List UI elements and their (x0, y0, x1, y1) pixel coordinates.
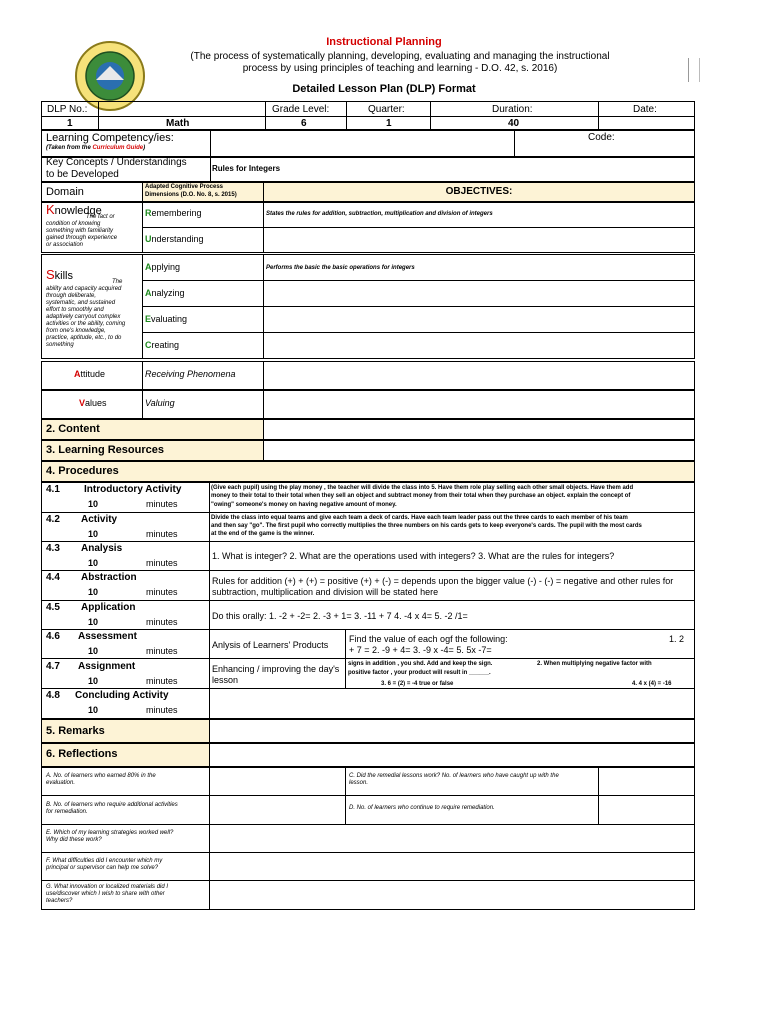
proc-4-7-right-3b: 4. 4 x (4) = -16 (632, 681, 672, 687)
proc-4-3-unit: minutes (146, 558, 178, 568)
key-concepts-label-1: Key Concepts / Understandings (46, 157, 187, 168)
key-concepts-value: Rules for Integers (212, 164, 281, 173)
remembering-label (145, 208, 202, 218)
reflection-g-2: use/discover which I wish to share with other (46, 891, 165, 897)
reflection-f-1: F. What difficulties did I encounter which my (46, 858, 163, 864)
proc-4-2-text-1: Divide the class into equal teams and give each team a deck of cards. Have each team leader pass out the three cards to each member of his team (211, 515, 628, 521)
knowledge-rest: nowledge (54, 205, 102, 217)
reflection-c-2: lesson. (349, 780, 369, 786)
proc-4-7-mins: 10 (88, 676, 99, 686)
proc-4-4-mins: 10 (88, 587, 99, 597)
skills-initial: S (46, 267, 55, 282)
knowledge-desc-1: The fact or (86, 214, 115, 220)
attitude-label (74, 369, 105, 379)
knowledge-desc-2: condition of knowing (46, 221, 101, 227)
code-label: Code: (588, 132, 615, 143)
skills-desc-6: adaptively carryout complex (46, 314, 121, 320)
proc-4-4-text-1: Rules for addition (+) + (+) = positive (+) + (-) = depends upon the bigger value (-) - (-) = negative and other rules for (212, 576, 674, 586)
proc-4-3-name: Analysis (81, 543, 123, 554)
proc-4-7-left-1: Enhancing / improving the day's (212, 664, 340, 674)
proc-4-3-mins: 10 (88, 558, 99, 568)
reflection-b-2: for remediation. (46, 809, 88, 815)
grade-label: Grade Level: (272, 104, 330, 115)
adapted-label-1: Adapted Cognitive Process (145, 184, 224, 190)
skills-desc-7: activities or the ability, coming (46, 321, 126, 327)
proc-4-2-name: Activity (81, 514, 118, 525)
reflection-d-1: D. No. of learners who continue to require remediation. (349, 805, 495, 811)
domain-label: Domain (46, 186, 84, 198)
creating-initial: C (145, 340, 152, 350)
skills-desc-1: The (112, 279, 123, 285)
analyzing-label (145, 288, 185, 298)
proc-4-6-right-1b: 1. 2 (669, 634, 685, 644)
reflection-a-1: A. No. of learners who earned 80% in the (46, 773, 156, 779)
reflection-e-2: Why did these work? (46, 837, 102, 843)
evaluating-rest: valuating (151, 314, 188, 324)
proc-4-6-name: Assessment (78, 631, 137, 642)
objectives-label: OBJECTIVES: (445, 186, 513, 197)
competency-label: Learning Competency/ies: (46, 132, 174, 144)
header-title: Instructional Planning (326, 36, 442, 48)
proc-4-6-unit: minutes (146, 646, 178, 656)
skills-rest: kills (54, 270, 74, 282)
proc-4-2-text-2: and then say "go". The first pupil who correctly multiplies the three numbers on his cards gets to keep everyone's cards. The pupil with the most cards (211, 523, 642, 529)
duration-value: 40 (508, 118, 520, 129)
proc-4-3-text: 1. What is integer? 2. What are the operations used with integers? 3. What are the rules for integers? (212, 551, 615, 561)
proc-4-6-num: 4.6 (46, 631, 60, 642)
proc-4-7-right-1: signs in addition , you shd. Add and keep the sign. (348, 661, 493, 667)
proc-4-5-name: Application (81, 602, 136, 613)
proc-4-1-text-3: "owing" someone's money on having negative amount of money. (211, 502, 397, 508)
subject-value: Math (166, 118, 190, 129)
proc-4-1-unit: minutes (146, 499, 178, 509)
proc-4-7-right-2: positive factor , your product will result in ______. (348, 670, 491, 676)
header-subtitle-1: (The process of systematically planning, developing, evaluating and managing the instructional (190, 51, 610, 62)
proc-4-7-right-3: 3. 6 = (2) = -4 true or false (381, 681, 454, 687)
applying-initial: A (145, 262, 152, 272)
proc-4-3-num: 4.3 (46, 543, 60, 554)
reflections-heading: 6. Reflections (46, 748, 118, 760)
proc-4-2-unit: minutes (146, 529, 178, 539)
reflection-f-2: principal or supervisor can help me solve? (46, 865, 159, 871)
proc-4-1-text-2: money to their total to their total when they sell an object and subtract money from their total when they purchase an object. explain the concept of (211, 493, 631, 499)
creating-rest: reating (151, 340, 180, 350)
attitude-process: Receiving Phenomena (145, 369, 236, 379)
knowledge-desc-4: gained through experience (46, 235, 118, 241)
proc-4-8-num: 4.8 (46, 690, 60, 701)
key-concepts-label-2: to be Developed (46, 169, 119, 180)
competency-note-prefix: (Taken from the (46, 145, 93, 151)
remarks-heading: 5. Remarks (46, 725, 105, 737)
understanding-initial: U (145, 234, 152, 244)
proc-4-5-mins: 10 (88, 617, 99, 627)
skills-desc-8: from one's knowledge, (46, 328, 106, 334)
proc-4-8-name: Concluding Activity (75, 690, 169, 701)
content-heading: 2. Content (46, 423, 100, 435)
duration-label: Duration: (492, 104, 533, 115)
proc-4-4-text-2: subtraction, multiplication and division will be stated here (212, 587, 439, 597)
proc-4-6-left: Anlysis of Learners' Products (212, 640, 329, 650)
attitude-initial: A (74, 369, 81, 379)
evaluating-initial: E (145, 314, 152, 324)
values-initial: V (79, 398, 86, 408)
remembering-initial: R (145, 208, 152, 218)
attitude-rest: ttitude (80, 369, 106, 379)
proc-4-7-num: 4.7 (46, 661, 60, 672)
proc-4-5-unit: minutes (146, 617, 178, 627)
remembering-rest: emembering (151, 208, 202, 218)
evaluating-label (145, 314, 187, 324)
skills-desc-3: through deliberate, (46, 293, 97, 299)
reflection-g-3: teachers? (46, 898, 73, 904)
reflection-a-2: evaluation. (46, 780, 76, 786)
understanding-rest: nderstanding (151, 234, 204, 244)
competency-note (46, 145, 145, 151)
proc-4-1-text-1: (Give each pupil) using the play money , the teacher will divide the class into 5. Have them role play selling each other small objects. Have them add (211, 485, 634, 491)
proc-4-1-num: 4.1 (46, 484, 60, 495)
proc-4-2-mins: 10 (88, 529, 99, 539)
quarter-value: 1 (386, 118, 392, 129)
doc-title: Detailed Lesson Plan (DLP) Format (292, 83, 476, 95)
proc-4-8-unit: minutes (146, 705, 178, 715)
date-label: Date: (633, 104, 657, 115)
grade-value: 6 (301, 118, 307, 129)
skills-desc-2: ability and capacity acquired (46, 286, 122, 292)
skills-desc-10: something (46, 342, 74, 348)
skills-desc-4: systematic, and sustained (46, 300, 116, 306)
analyzing-rest: nalyzing (151, 288, 185, 298)
skills-label (46, 267, 73, 282)
dlp-no-value: 1 (67, 118, 73, 129)
values-label (79, 398, 107, 408)
competency-note-suffix: ) (143, 145, 146, 151)
understanding-label (145, 234, 204, 244)
proc-4-7-right-1b: 2. When multiplying negative factor with (537, 661, 652, 667)
proc-4-1-name: Introductory Activity (84, 484, 182, 495)
creating-label (145, 340, 179, 350)
applying-rest: pplying (151, 262, 181, 272)
edge-mark (688, 58, 700, 82)
reflection-c-1: C. Did the remedial lessons work? No. of learners who have caught up with the (349, 773, 559, 779)
proc-4-2-num: 4.2 (46, 514, 60, 525)
analyzing-initial: A (145, 288, 152, 298)
proc-4-7-name: Assignment (78, 661, 136, 672)
proc-4-5-text: Do this orally: 1. -2 + -2= 2. -3 + 1= 3. -11 + 7 4. -4 x 4= 5. -2 /1= (212, 611, 468, 621)
header-subtitle-2: process by using principles of teaching and learning - D.O. 42, s. 2016) (242, 63, 558, 74)
applying-objective: Performs the basic the basic operations for integers (266, 265, 415, 271)
reflection-g-1: G. What innovation or localized materials did I (46, 884, 169, 890)
proc-4-8-mins: 10 (88, 705, 99, 715)
proc-4-4-num: 4.4 (46, 572, 60, 583)
reflection-e-1: E. Which of my learning strategies worked well? (46, 830, 174, 836)
applying-label (145, 262, 180, 272)
proc-4-4-unit: minutes (146, 587, 178, 597)
knowledge-initial: K (46, 202, 55, 217)
reflection-b-1: B. No. of learners who require additional activities (46, 802, 178, 808)
proc-4-6-right-2: + 7 = 2. -9 + 4= 3. -9 x -4= 5. 5x -7= (349, 645, 492, 655)
resources-heading: 3. Learning Resources (46, 444, 164, 456)
dlp-no-label: DLP No.: (47, 104, 88, 115)
proc-4-4-name: Abstraction (81, 572, 137, 583)
proc-4-1-mins: 10 (88, 499, 99, 509)
curriculum-guide-text: Curriculum Guide (92, 145, 144, 151)
knowledge-desc-5: or association (46, 242, 84, 248)
remembering-objective: States the rules for addition, subtraction, multiplication and division of integers (266, 211, 493, 217)
proc-4-5-num: 4.5 (46, 602, 60, 613)
proc-4-7-left-2: lesson (212, 675, 239, 685)
adapted-label-2: Dimensions (D.O. No. 8, s. 2015) (145, 192, 237, 198)
procedures-heading: 4. Procedures (46, 465, 119, 477)
proc-4-2-text-3: at the end of the game is the winner. (211, 531, 315, 537)
proc-4-6-mins: 10 (88, 646, 99, 656)
skills-desc-5: effort to smoothly and (46, 307, 104, 313)
proc-4-6-right-1: Find the value of each ogf the following: (349, 634, 508, 644)
quarter-label: Quarter: (368, 104, 405, 115)
values-process: Valuing (145, 398, 175, 408)
skills-desc-9: practice, aptitude, etc., to do (46, 335, 122, 341)
values-rest: alues (85, 398, 107, 408)
proc-4-7-unit: minutes (146, 676, 178, 686)
knowledge-desc-3: something with familiarity (46, 228, 114, 234)
